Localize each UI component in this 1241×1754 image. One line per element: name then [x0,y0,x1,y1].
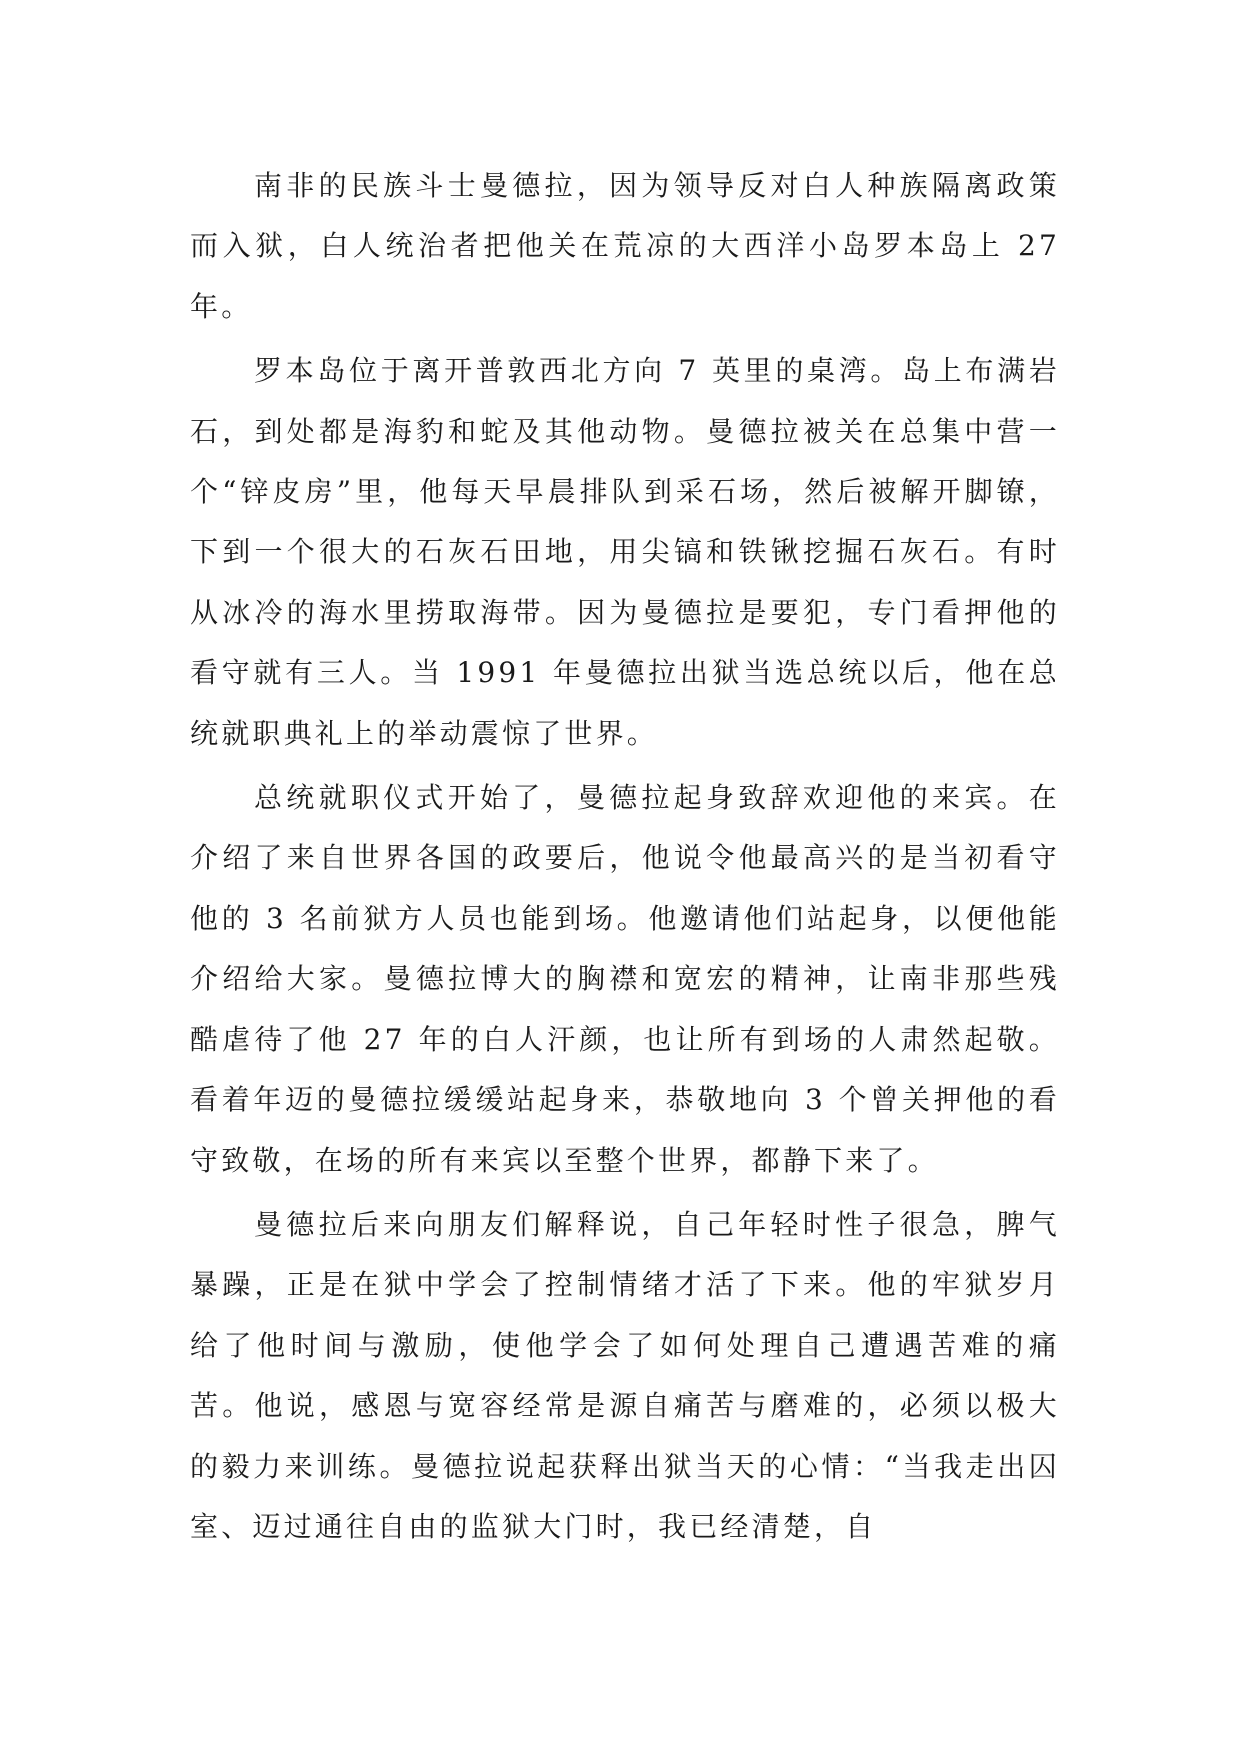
paragraph-1: 南非的民族斗士曼德拉，因为领导反对白人种族隔离政策而入狱，白人统治者把他关在荒凉的大西洋小岛罗本岛上 27 年。 [190,169,1073,323]
paragraph-4: 曼德拉后来向朋友们解释说，自己年轻时性子很急，脾气暴躁，正是在狱中学会了控制情绪才活了下来。他的牢狱岁月给了他时间与激励，使他学会了如何处理自己遭遇苦难的痛苦。他说，感恩与宽容经常是源自痛苦与磨难的，必须以极大的毅力来训练。曼德拉说起获释出狱当天的心情：“当我走出囚室、迈过通往自由的监狱大门时，我已经清楚，自 [190,1207,1060,1543]
paragraph-2: 罗本岛位于离开普敦西北方向 7 英里的桌湾。岛上布满岩石，到处都是海豹和蛇及其他动物。曼德拉被关在总集中营一个“锌皮房”里，他每天早晨排队到采石场，然后被解开脚镣，下到一个很大的石灰石田地，用尖镐和铁锹挖掘石灰石。有时从冰冷的海水里捞取海带。因为曼德拉是要犯，专门看押他的看守就有三人。当 1991 年曼德拉出狱当选总统以后，他在总统就职典礼上的举动震惊了世界。 [190,354,1060,750]
paragraph-3: 总统就职仪式开始了，曼德拉起身致辞欢迎他的来宾。在介绍了来自世界各国的政要后，他说令他最高兴的是当初看守他的 3 名前狱方人员也能到场。他邀请他们站起身，以便他能介绍给大家。曼德拉博大的胸襟和宽宏的精神，让南非那些残酷虐待了他 27 年的白人汗颜，也让所有到场的人肃然起敬。看着年迈的曼德拉缓缓站起身来，恭敬地向 3 个曾关押他的看守致敬，在场的所有来宾以至整个世界，都静下来了。 [190,781,1060,1177]
document-page [190,156,1073,1561]
